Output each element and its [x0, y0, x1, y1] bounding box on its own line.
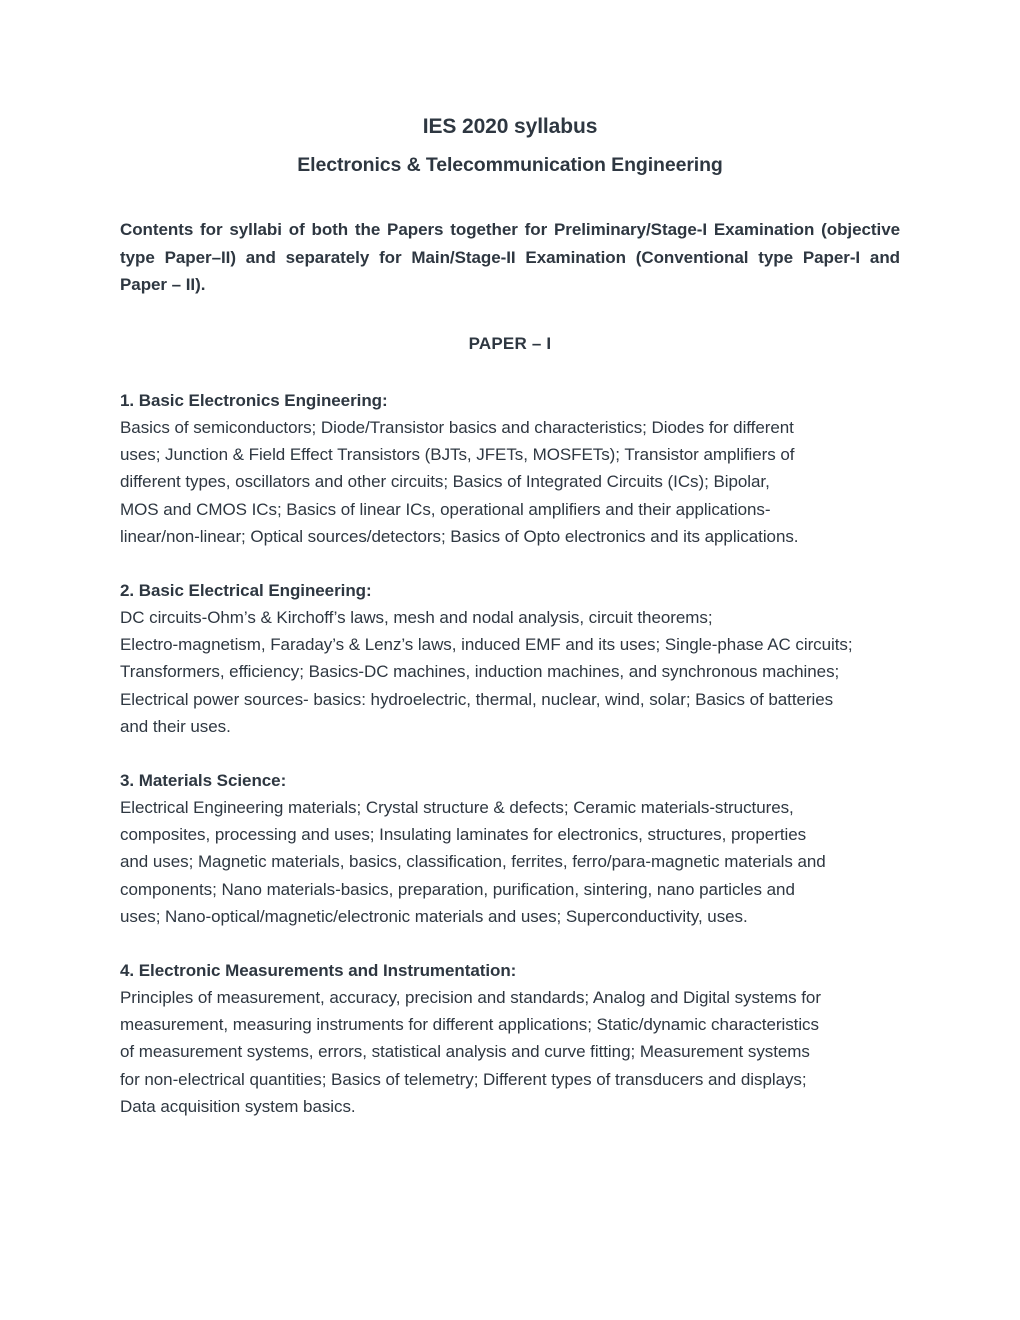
section-line: Transformers, efficiency; Basics-DC machines, induction machines, and synchronous machines; — [120, 662, 840, 682]
section-line: measurement, measuring instruments for different applications; Static/dynamic characteristics — [120, 1015, 819, 1034]
syllabus-section — [120, 387, 900, 551]
section-line: Electrical power sources- basics: hydroelectric, thermal, nuclear, wind, solar; Basics of batteries — [120, 689, 834, 709]
section-line: for non-electrical quantities; Basics of telemetry; Different types of transducers and displays; — [120, 1069, 807, 1089]
section-line: MOS and CMOS ICs; Basics of linear ICs, operational amplifiers and their applications- — [120, 499, 771, 519]
page-subtitle: Electronics & Telecommunication Engineering — [297, 154, 723, 176]
section-line: components; Nano materials-basics, preparation, purification, sintering, nano particles and — [120, 879, 795, 899]
section-body — [120, 604, 900, 741]
document-content — [120, 112, 900, 1121]
section-line: uses; Junction & Field Effect Transistors (BJTs, JFETs, MOSFETs); Transistor amplifiers of — [120, 444, 795, 464]
section-body — [120, 984, 900, 1121]
section-line: and uses; Magnetic materials, basics, classification, ferrites, ferro/para-magnetic materials and — [120, 852, 826, 872]
section-line: different types, oscillators and other circuits; Basics of Integrated Circuits (ICs); Bipolar, — [120, 472, 770, 492]
section-title: 4. Electronic Measurements and Instrumentation: — [120, 960, 517, 980]
section-title: 3. Materials Science: — [120, 770, 287, 790]
syllabus-section — [120, 577, 900, 741]
section-line: uses; Nano-optical/magnetic/electronic materials and uses; Superconductivity, uses. — [120, 907, 748, 927]
section-line: Basics of semiconductors; Diode/Transistor basics and characteristics; Diodes for different — [120, 417, 794, 437]
syllabus-section — [120, 767, 900, 931]
section-line: DC circuits-Ohm’s & Kirchoff’s laws, mesh and nodal analysis, circuit theorems; — [120, 607, 713, 627]
intro-paragraph: Contents for syllabi of both the Papers together for Preliminary/Stage-I Examination (objective type Paper–II) and separately for Main/Stage-II Examination (Conventional type Paper-I and Paper – II). — [120, 220, 900, 294]
section-title: 2. Basic Electrical Engineering: — [120, 580, 372, 600]
section-body — [120, 794, 900, 931]
section-line: Electrical Engineering materials; Crystal structure & defects; Ceramic materials-structures, — [120, 797, 794, 817]
page-title: IES 2020 syllabus — [422, 115, 598, 138]
syllabus-section — [120, 957, 900, 1121]
section-title: 1. Basic Electronics Engineering: — [120, 390, 388, 410]
section-line: Electro-magnetism, Faraday’s & Lenz’s laws, induced EMF and its uses; Single-phase AC circuits; — [120, 634, 853, 654]
section-body — [120, 414, 900, 551]
paper-heading: PAPER – I — [468, 333, 552, 353]
section-line: Principles of measurement, accuracy, precision and standards; Analog and Digital systems for — [120, 987, 821, 1007]
section-line: linear/non-linear; Optical sources/detectors; Basics of Opto electronics and its applications. — [120, 527, 799, 547]
section-line: composites, processing and uses; Insulating laminates for electronics, structures, properties — [120, 824, 807, 844]
section-line: and their uses. — [120, 717, 231, 737]
section-line: of measurement systems, errors, statistical analysis and curve fitting; Measurement systems — [120, 1042, 810, 1062]
section-line: Data acquisition system basics. — [120, 1097, 356, 1117]
